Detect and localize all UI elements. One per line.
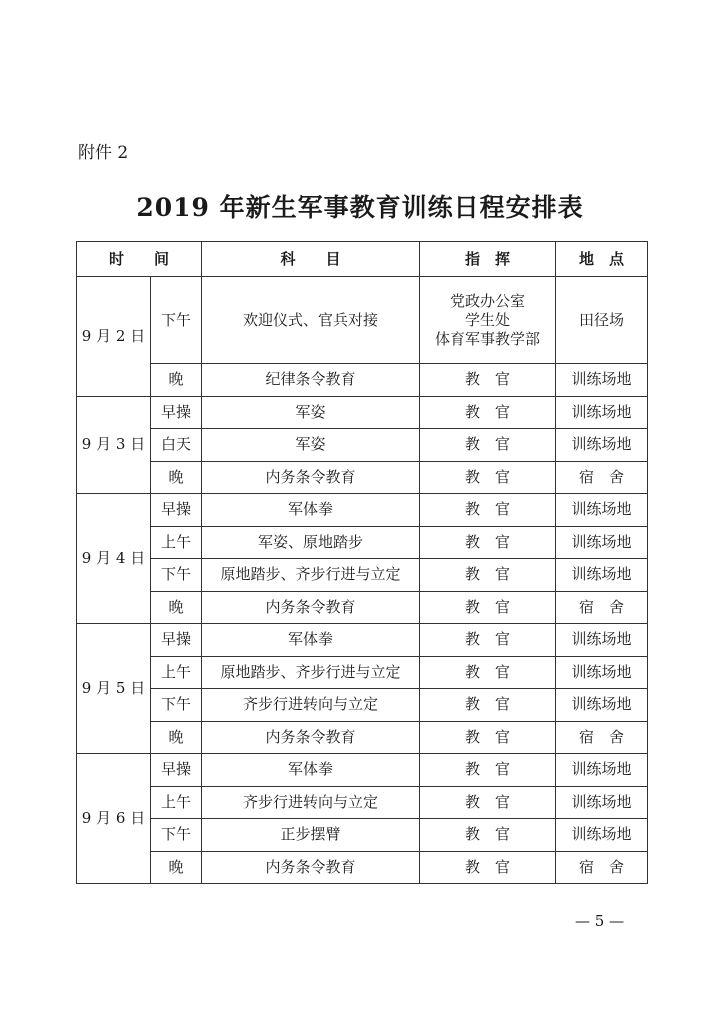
cell-command: 教 官 [420,461,556,494]
cell-subject: 军体拳 [202,624,420,657]
cell-time: 早操 [151,624,202,657]
cell-location: 宿 舍 [556,851,648,884]
cell-location: 宿 舍 [556,591,648,624]
cell-command: 教 官 [420,786,556,819]
cell-location: 宿 舍 [556,461,648,494]
cell-time: 白天 [151,429,202,462]
cell-location: 训练场地 [556,624,648,657]
cell-time: 早操 [151,396,202,429]
header-command: 指 挥 [420,242,556,277]
header-location: 地 点 [556,242,648,277]
cell-command: 教 官 [420,526,556,559]
cell-time: 晚 [151,461,202,494]
cell-date: 9 月 4 日 [77,494,151,624]
command-line: 党政办公室 [450,291,526,310]
header-time: 时 间 [77,242,202,277]
cell-location: 训练场地 [556,656,648,689]
cell-location: 训练场地 [556,819,648,852]
cell-time: 晚 [151,851,202,884]
document-title: 2019 年新生军事教育训练日程安排表 [136,193,584,222]
cell-subject: 欢迎仪式、官兵对接 [202,277,420,364]
schedule-body [77,277,648,884]
schedule-table [76,241,648,884]
cell-subject: 军姿 [202,429,420,462]
cell-subject: 原地踏步、齐步行进与立定 [202,559,420,592]
cell-command [420,277,556,364]
table-header-row [77,242,648,277]
cell-subject: 纪律条令教育 [202,364,420,397]
cell-command: 教 官 [420,559,556,592]
attachment-label: 附件 2 [78,143,129,163]
cell-location: 训练场地 [556,396,648,429]
table-row [77,396,648,429]
cell-command: 教 官 [420,851,556,884]
cell-command: 教 官 [420,819,556,852]
page-number: — 5 — [575,912,625,930]
table-row [77,754,648,787]
cell-subject: 原地踏步、齐步行进与立定 [202,656,420,689]
cell-subject: 军体拳 [202,754,420,787]
cell-command: 教 官 [420,689,556,722]
cell-date: 9 月 2 日 [77,277,151,397]
cell-location: 宿 舍 [556,721,648,754]
cell-subject: 军姿 [202,396,420,429]
cell-command: 教 官 [420,364,556,397]
table-row [77,277,648,364]
command-line: 体育军事教学部 [435,329,541,348]
table-row [77,786,648,819]
cell-location: 训练场地 [556,429,648,462]
table-row [77,364,648,397]
cell-time: 下午 [151,277,202,364]
cell-subject: 正步摆臂 [202,819,420,852]
cell-location: 田径场 [556,277,648,364]
table-row [77,559,648,592]
cell-subject: 齐步行进转向与立定 [202,689,420,722]
table-row [77,721,648,754]
cell-location: 训练场地 [556,689,648,722]
cell-location: 训练场地 [556,786,648,819]
cell-subject: 内务条令教育 [202,851,420,884]
cell-command: 教 官 [420,624,556,657]
header-subject: 科 目 [202,242,420,277]
table-row [77,624,648,657]
cell-subject: 军姿、原地踏步 [202,526,420,559]
cell-command: 教 官 [420,754,556,787]
cell-subject: 内务条令教育 [202,721,420,754]
cell-command: 教 官 [420,494,556,527]
cell-command: 教 官 [420,591,556,624]
cell-date: 9 月 3 日 [77,396,151,494]
cell-subject: 齐步行进转向与立定 [202,786,420,819]
cell-location: 训练场地 [556,559,648,592]
cell-location: 训练场地 [556,754,648,787]
cell-command: 教 官 [420,656,556,689]
table-row [77,526,648,559]
cell-command: 教 官 [420,721,556,754]
cell-time: 早操 [151,754,202,787]
cell-time: 晚 [151,591,202,624]
cell-time: 晚 [151,364,202,397]
cell-time: 上午 [151,526,202,559]
cell-location: 训练场地 [556,364,648,397]
table-row [77,461,648,494]
cell-location: 训练场地 [556,494,648,527]
cell-command: 教 官 [420,396,556,429]
cell-time: 上午 [151,786,202,819]
command-line: 学生处 [465,310,511,329]
cell-time: 晚 [151,721,202,754]
cell-time: 早操 [151,494,202,527]
cell-subject: 内务条令教育 [202,591,420,624]
cell-location: 训练场地 [556,526,648,559]
table-row [77,494,648,527]
cell-time: 上午 [151,656,202,689]
cell-command: 教 官 [420,429,556,462]
cell-time: 下午 [151,689,202,722]
table-row [77,819,648,852]
table-row [77,429,648,462]
cell-date: 9 月 6 日 [77,754,151,884]
cell-time: 下午 [151,559,202,592]
cell-date: 9 月 5 日 [77,624,151,754]
cell-subject: 军体拳 [202,494,420,527]
table-row [77,656,648,689]
cell-time: 下午 [151,819,202,852]
cell-subject: 内务条令教育 [202,461,420,494]
table-row [77,591,648,624]
table-row [77,851,648,884]
table-row [77,689,648,722]
